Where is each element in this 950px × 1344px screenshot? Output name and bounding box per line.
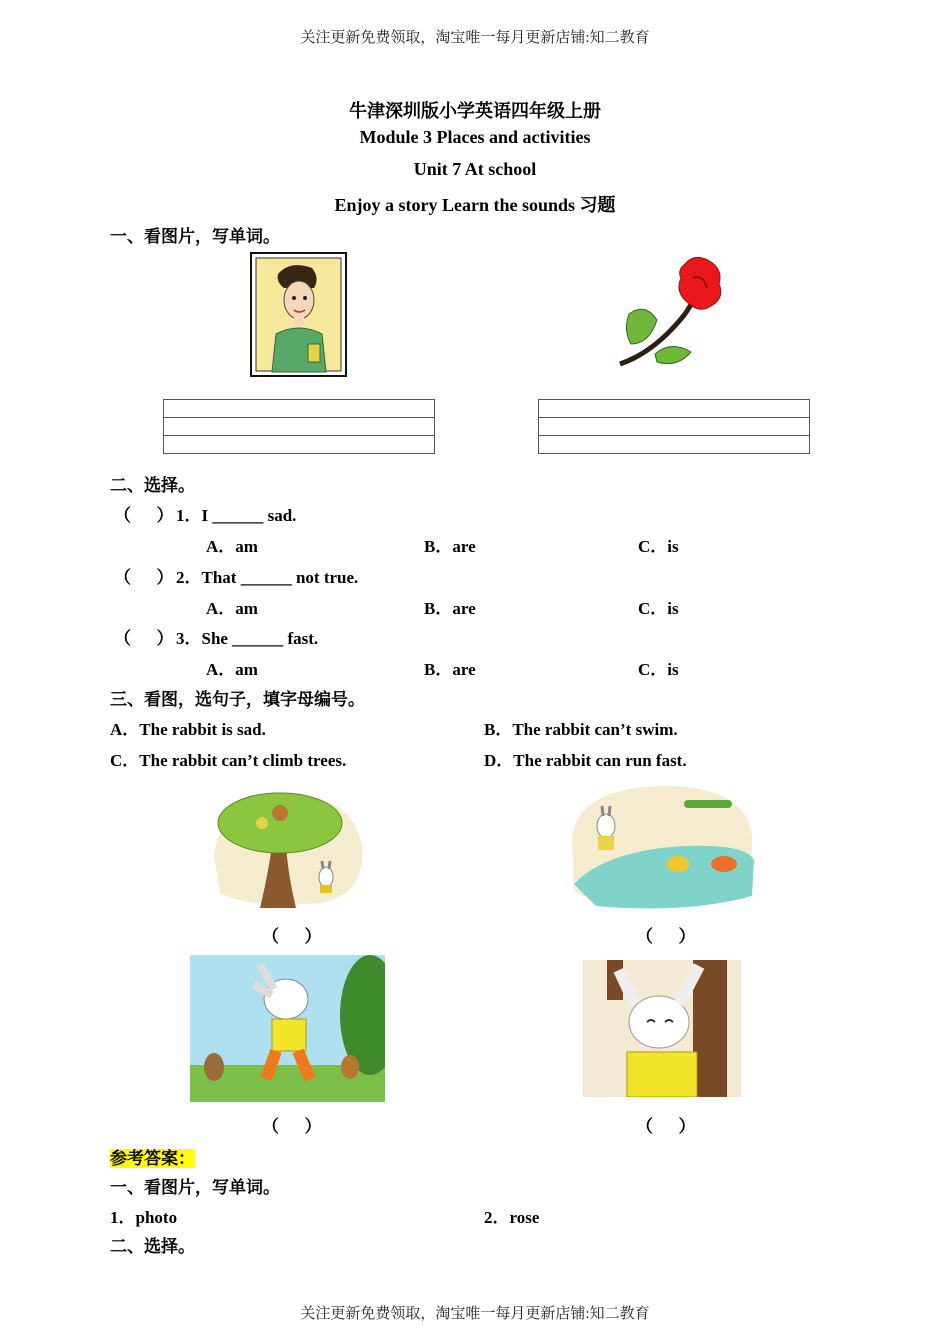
header-note: 关注更新免费领取，淘宝唯一每月更新店铺:知二教育	[300, 30, 650, 46]
rabbit-tree-picture	[210, 785, 366, 908]
q2-option-a: A．am	[206, 599, 258, 618]
picture4-answer-paren[interactable]: （ ）	[636, 1117, 696, 1136]
answer-key-highlight: 参考答案：	[110, 1149, 195, 1168]
q2-answer-paren[interactable]: （ ）	[114, 568, 174, 587]
q2-option-b: B．are	[424, 599, 476, 618]
q1-stem: 1．I ______ sad.	[176, 506, 297, 525]
q2-stem: 2．That ______ not true.	[176, 568, 359, 587]
q1-option-b: B．are	[424, 537, 476, 556]
answer-section1-heading: 一、看图片，写单词。	[110, 1178, 280, 1197]
section2-heading: 二、选择。	[110, 476, 195, 495]
picture2-answer-paren[interactable]: （ ）	[636, 927, 696, 946]
writing-lines-2[interactable]	[538, 399, 810, 454]
sentence-option-d: D．The rabbit can run fast.	[484, 751, 687, 770]
answer-2: 2．rose	[484, 1208, 540, 1227]
answer-section2-heading: 二、选择。	[110, 1237, 195, 1256]
q3-answer-paren[interactable]: （ ）	[114, 629, 174, 648]
photo-frame-picture	[250, 252, 347, 377]
q3-option-a: A．am	[206, 660, 258, 679]
answer-key-label	[110, 1144, 195, 1169]
sentence-option-b: B．The rabbit can’t swim.	[484, 720, 678, 739]
rabbit-running-picture	[190, 955, 385, 1102]
picture1-answer-paren[interactable]: （ ）	[262, 927, 322, 946]
sentence-option-a: A．The rabbit is sad.	[110, 720, 266, 739]
sentence-option-c: C．The rabbit can’t climb trees.	[110, 751, 347, 770]
picture3-answer-paren[interactable]: （ ）	[262, 1117, 322, 1136]
writing-lines-1[interactable]	[163, 399, 435, 454]
section3-heading: 三、看图，选句子，填字母编号。	[110, 690, 365, 709]
q3-stem: 3．She ______ fast.	[176, 629, 319, 648]
title-unit: Unit 7 At school	[413, 159, 537, 179]
q2-option-c: C．is	[638, 599, 679, 618]
q1-option-c: C．is	[638, 537, 679, 556]
q1-option-a: A．am	[206, 537, 258, 556]
footer-note: 关注更新免费领取，淘宝唯一每月更新店铺:知二教育	[300, 1306, 650, 1322]
q3-option-b: B．are	[424, 660, 476, 679]
section1-heading: 一、看图片，写单词。	[110, 227, 280, 246]
answer-1: 1．photo	[110, 1208, 178, 1227]
rabbit-crying-picture	[583, 960, 741, 1097]
title-module: Module 3 Places and activities	[359, 127, 591, 147]
q3-option-c: C．is	[638, 660, 679, 679]
rabbit-river-picture	[566, 780, 756, 912]
title-lesson: Enjoy a story Learn the sounds 习题	[334, 195, 616, 215]
q1-answer-paren[interactable]: （ ）	[114, 506, 174, 525]
title-book: 牛津深圳版小学英语四年级上册	[349, 101, 601, 121]
rose-picture	[615, 254, 740, 374]
